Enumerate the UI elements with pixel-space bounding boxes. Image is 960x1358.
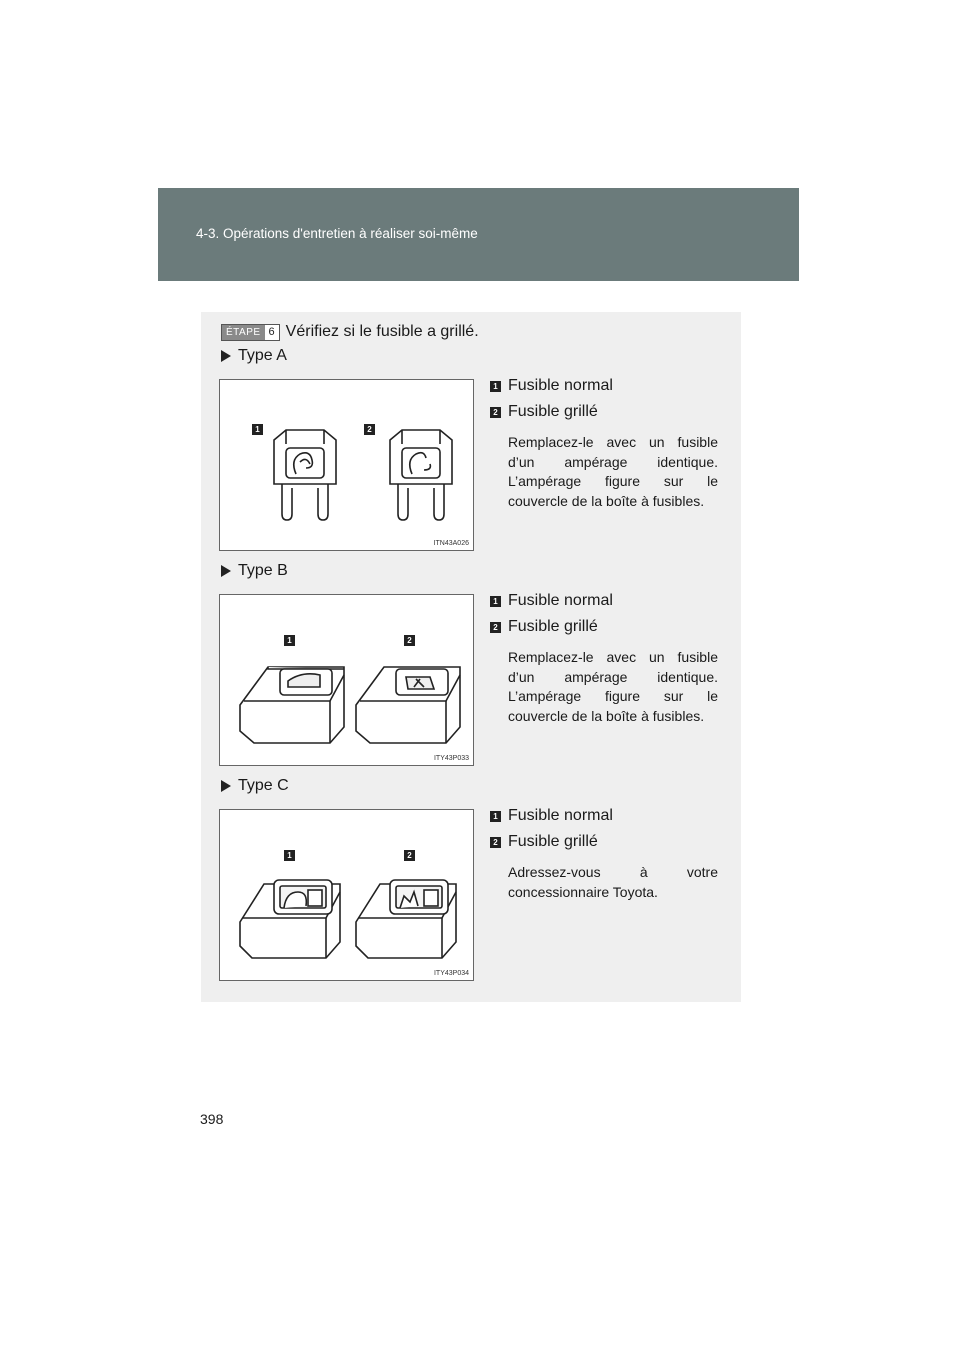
figure-type-b (219, 594, 474, 766)
number-1-icon: 1 (490, 811, 501, 822)
page-number: 398 (200, 1111, 224, 1127)
triangle-bullet-icon (221, 350, 231, 362)
list-item (490, 588, 718, 614)
callout-marker-2: 2 (364, 424, 375, 435)
triangle-bullet-icon (221, 780, 231, 792)
callout-marker-1: 1 (284, 635, 295, 646)
type-a-label: Type A (238, 347, 287, 364)
type-b-description (490, 588, 718, 726)
number-2-icon: 2 (490, 407, 501, 418)
list-item (490, 829, 718, 855)
type-b-label: Type B (238, 562, 288, 579)
callout-marker-2: 2 (404, 850, 415, 861)
figure-code: ITY43P033 (433, 755, 469, 762)
number-2-icon: 2 (490, 622, 501, 633)
step-badge-label: ÉTAPE (222, 325, 265, 340)
list-item (490, 614, 718, 640)
item-label: Fusible grillé (508, 833, 598, 850)
type-c-note: Adressez-vous à votre concessionnaire Toyota. (508, 864, 718, 900)
blade-fuse-illustration (220, 380, 475, 552)
type-b-heading (221, 562, 288, 580)
callout-marker-1: 1 (252, 424, 263, 435)
step-badge (221, 324, 280, 341)
callout-marker-1: 1 (284, 850, 295, 861)
item-label: Fusible normal (508, 377, 613, 394)
list-item (490, 373, 718, 399)
figure-code: ITY43P034 (433, 970, 469, 977)
content-panel (201, 312, 741, 1002)
figure-code: ITN43A026 (433, 540, 469, 547)
cartridge-fuse-c-illustration (220, 810, 475, 982)
cartridge-fuse-illustration (220, 595, 475, 767)
triangle-bullet-icon (221, 565, 231, 577)
number-1-icon: 1 (490, 381, 501, 392)
step-instruction: Vérifiez si le fusible a grillé. (285, 323, 479, 340)
section-title: 4-3. Opérations d'entretien à réaliser soi-même (196, 226, 478, 241)
type-c-description (490, 803, 718, 902)
callout-marker-2: 2 (404, 635, 415, 646)
step-badge-number: 6 (268, 325, 275, 338)
item-label: Fusible normal (508, 592, 613, 609)
list-item (490, 399, 718, 425)
figure-type-c (219, 809, 474, 981)
type-a-heading (221, 347, 287, 365)
figure-type-a (219, 379, 474, 551)
section-header (158, 188, 799, 281)
type-a-note: Remplacez-le avec un fusible d’un ampérage identique. L’ampérage figure sur le couvercle de la boîte à fusibles. (508, 434, 718, 509)
type-b-note: Remplacez-le avec un fusible d’un ampérage identique. L’ampérage figure sur le couvercle de la boîte à fusibles. (508, 649, 718, 724)
step-row (221, 322, 479, 342)
type-a-description (490, 373, 718, 511)
list-item (490, 803, 718, 829)
item-label: Fusible grillé (508, 618, 598, 635)
type-c-heading (221, 777, 289, 795)
number-1-icon: 1 (490, 596, 501, 607)
item-label: Fusible normal (508, 807, 613, 824)
type-c-label: Type C (238, 777, 289, 794)
item-label: Fusible grillé (508, 403, 598, 420)
number-2-icon: 2 (490, 837, 501, 848)
